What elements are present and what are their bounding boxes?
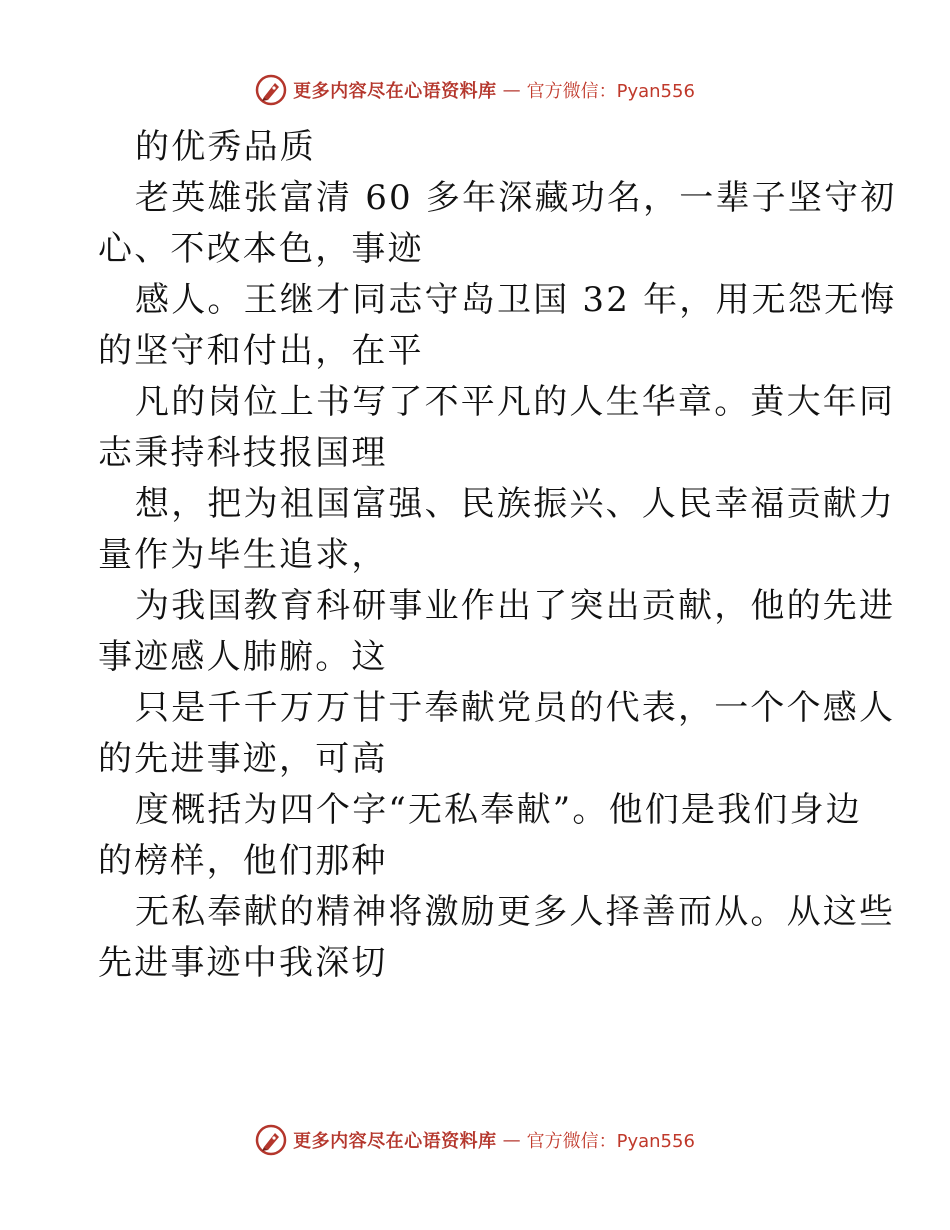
text-line: 度概括为四个字“无私奉献”。他们是我们身边 <box>135 790 862 830</box>
text-line: 的坚守和付出，在平 <box>98 331 424 371</box>
text-line: 为我国教育科研事业作出了突出贡献，他的先进 <box>135 586 896 626</box>
header-brand-text: 更多内容尽在心语资料库 <box>293 81 497 102</box>
header-separator: — <box>502 79 521 101</box>
text-line: 的先进事迹，可高 <box>98 739 388 779</box>
text-line: 先进事迹中我深切 <box>98 943 388 983</box>
header-contact-text: 官方微信：Pyan556 <box>526 81 695 102</box>
text-line: 凡的岗位上书写了不平凡的人生华章。黄大年同 <box>135 382 896 422</box>
text-line: 老英雄张富清 60 多年深藏功名，一辈子坚守初 <box>135 178 897 218</box>
text-line: 感人。王继才同志守岛卫国 32 年，用无怨无悔 <box>135 280 897 320</box>
text-line: 只是千千万万甘于奉献党员的代表，一个个感人 <box>135 688 896 728</box>
footer-brand-text: 更多内容尽在心语资料库 <box>293 1131 497 1152</box>
text-line: 心、不改本色，事迹 <box>98 229 424 269</box>
text-line: 无私奉献的精神将激励更多人择善而从。从这些 <box>135 892 896 932</box>
footer-contact-text: 官方微信：Pyan556 <box>526 1131 695 1152</box>
text-line: 事迹感人肺腑。这 <box>98 637 388 677</box>
pen-nib-logo-icon <box>255 74 287 106</box>
document-body <box>98 122 897 989</box>
text-line: 志秉持科技报国理 <box>98 433 388 473</box>
text-line: 想，把为祖国富强、民族振兴、人民幸福贡献力 <box>135 484 896 524</box>
footer-banner <box>0 1120 950 1160</box>
text-line: 量作为毕生追求， <box>98 535 388 575</box>
text-line: 的优秀品质 <box>135 127 316 167</box>
text-line: 的榜样，他们那种 <box>98 841 388 881</box>
header-banner <box>0 70 950 110</box>
footer-separator: — <box>502 1129 521 1151</box>
pen-nib-logo-icon <box>255 1124 287 1156</box>
